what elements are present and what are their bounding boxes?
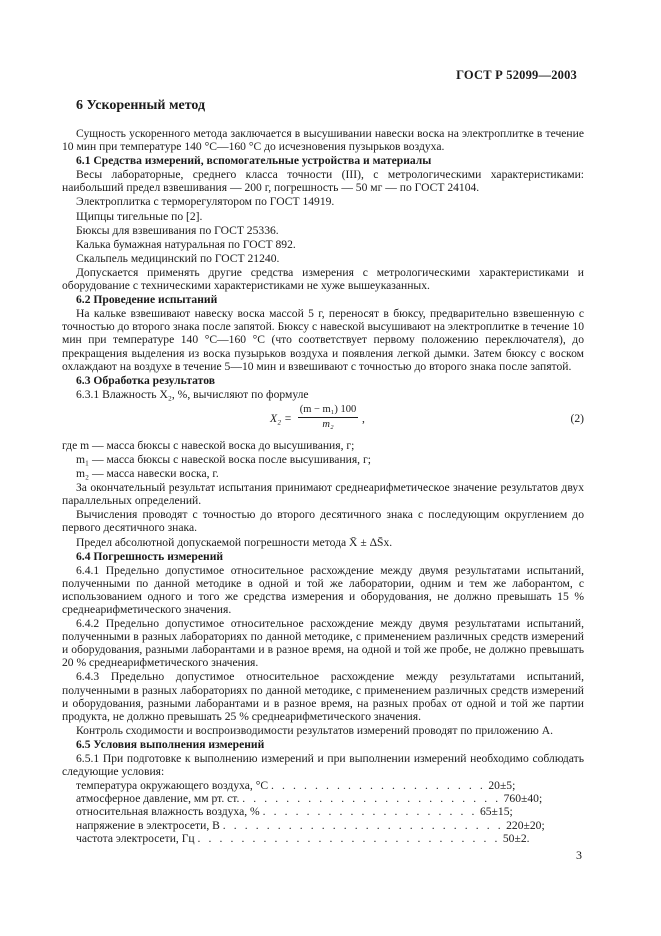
subsection-6-1-title: 6.1 Средства измерений, вспомогательные устройства и материалы [76,154,432,168]
condition-row: напряжение в электросети, В . . . . . . . . . . . . . . . . . . . . . . . . . . 220±20; [76,818,545,832]
control-note: Контроль сходимости и воспроизводимости результатов измерений проводят по приложению А. [76,723,553,737]
formula-fraction [298,404,358,431]
fraction-bar [298,417,358,418]
formula-numerator: (m − m₁) 100 [299,403,357,415]
section-intro: Сущность ускоренного метода заключается в высушивании навески воска на электроплитке в течение 10 мин при температуре 140 °С—160 °С до исчезновения пузырьков воздуха. [62,127,584,154]
rounding-rule: Вычисления проводят с точностью до второго десятичного знака с последующим округлением до первого десятичного знака. [62,508,584,535]
error-limit: Предел абсолютной допускаемой погрешности метода X̄ ± ΔS̄x. [76,535,393,549]
page-content [62,98,584,845]
condition-row: температура окружающего воздуха, °С . . . . . . . . . . . . . . . . . . . . 20±5; [76,779,516,793]
page-number: 3 [576,848,582,862]
formula-lhs: X₂ = [270,411,292,425]
result-rule: За окончательный результат испытания принимают среднеарифметическое значение результатов двух параллельных определений. [62,481,584,508]
condition-row: частота электросети, Гц . . . . . . . . . . . . . . . . . . . . . . . . . . . . 50±2. [76,831,530,845]
equipment-item: Щипцы тигельные по [2]. [76,209,203,223]
equipment-item: Калька бумажная натуральная по ГОСТ 892. [76,237,296,251]
condition-row: относительная влажность воздуха, % . . . . . . . . . . . . . . . . . . . . 65±15; [76,805,513,819]
section-title: 6 Ускоренный метод [76,98,206,113]
variable-definition-m2: m₂ — масса навески воска, г. [76,467,219,481]
equipment-item: Весы лабораторные, среднего класса точности (III), с метрологическими характеристиками: наибольший предел взвешивания — 200 г, погрешность — 50 мг — по ГОСТ 24104. [62,168,584,195]
procedure-text: На кальке взвешивают навеску воска массой 5 г, переносят в бюксу, предварительно взвешенную с точностью до второго знака после запятой. Бюксу с навеской высушивают на электроплитке в течение 10 мин при температуре 140 °С—160 °С (что соответствует первому положению переключателя), до прекращения выделения из воска пузырьков воздуха и появления легкой дымки. Затем бюксу с воском охлаждают на воздухе в течение 5—10 мин и взвешивают с точностью до второго знака после запятой. [62,307,584,373]
formula-comma: , [362,411,365,425]
formula-denominator: m₂ [322,418,334,430]
document-code: ГОСТ Р 52099—2003 [456,68,577,82]
precision-6-4-1: 6.4.1 Предельно допустимое относительное расхождение между двумя результатами испытаний, полученными по данной методике в одной и той же лаборатории, одним и тем же лаборантом, с использованием одного и того же средства измерения и оборудования, не должно превышать 15 % среднеарифметического значения. [62,563,584,616]
subsection-6-4-title: 6.4 Погрешность измерений [76,549,224,563]
precision-6-4-3: 6.4.3 Предельно допустимое относительное расхождение между результатами испытаний, полученными в разных лабораториях по данной методике, с применением различных средств измерений и оборудования, разными лаборантами и в разное время, на разных пробах от одной и той же партии продукта, не должно превышать 25 % среднеарифметического значения. [62,670,584,723]
equipment-note: Допускается применять другие средства измерения с метрологическими характеристиками и оборудование с техническими характеристиками не хуже вышеуказанных. [62,265,584,293]
formula-intro: 6.3.1 Влажность X₂, %, вычисляют по формуле [76,387,309,401]
subsection-6-5-title: 6.5 Условия выполнения измерений [76,737,265,751]
subsection-6-3-title: 6.3 Обработка результатов [76,373,215,387]
formula-number: (2) [570,411,584,425]
conditions-intro: 6.5.1 При подготовке к выполнению измерений и при выполнении измерений необходимо соблюдать следующие условия: [62,752,584,779]
equipment-item: Электроплитка с терморегулятором по ГОСТ 14919. [76,195,335,209]
precision-6-4-2: 6.4.2 Предельно допустимое относительное расхождение между двумя результатами испытаний, полученными в разных лабораториях по данной методике, с применением различных средств измерений и оборудования, разными лаборантами и в разное время, на одной и той же пробе, не должно превышать 20 % среднеарифметического значения. [62,617,584,670]
variable-definition-m: где m — масса бюксы с навеской воска до высушивания, г; [62,438,355,452]
formula-2 [62,404,584,434]
condition-row: атмосферное давление, мм рт. ст. . . . . . . . . . . . . . . . . . . . . . . . . 760±40; [76,792,543,806]
equipment-item: Скальпель медицинский по ГОСТ 21240. [76,251,280,265]
subsection-6-2-title: 6.2 Проведение испытаний [76,293,218,307]
equipment-item: Бюксы для взвешивания по ГОСТ 25336. [76,223,279,237]
variable-definition-m1: m₁ — масса бюксы с навеской воска после высушивания, г; [76,452,371,466]
